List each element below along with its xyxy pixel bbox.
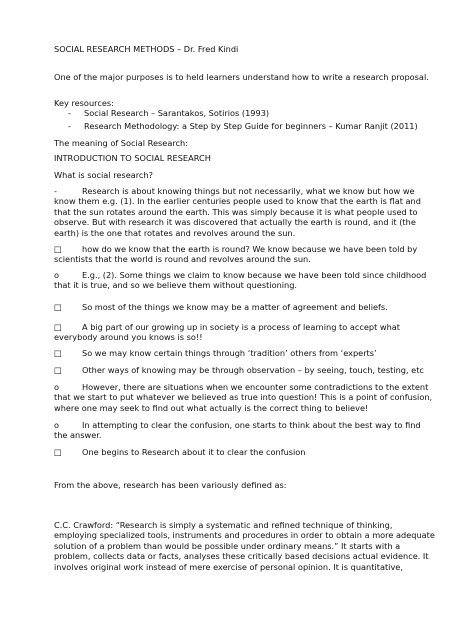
box-marker-icon: □ xyxy=(54,244,62,254)
list-item-text: So most of the things we know may be a matter of agreement and beliefs. xyxy=(82,302,388,312)
list-item-text: Research is about knowing things but not necessarily, what we know but how we know them e.g. (1). In the earlier centuries people used to know that the earth is flat and that the sun rotates around the earth. This was simply because it is what people used to observe. But with research it was discovered that actually the earth is round, and it (the earth) is the one that rotates and revolves around the sun. xyxy=(54,186,421,238)
what-is-question: What is social research? xyxy=(54,170,153,180)
resource-text: Social Research – Sarantakos, Sotirios (1993) xyxy=(84,108,270,118)
list-item-text: E.g., (2). Some things we claim to know because we have been told since childhood that it is true, and so we believe them without questioning. xyxy=(54,270,427,291)
list-item-text: One begins to Research about it to clear the confusion xyxy=(82,447,306,457)
list-item xyxy=(54,244,436,265)
box-marker-icon: □ xyxy=(54,322,62,332)
dash-marker: - xyxy=(54,186,57,196)
list-item xyxy=(54,302,436,312)
doc-title: SOCIAL RESEARCH METHODS – Dr. Fred Kindi xyxy=(54,44,239,54)
list-item-text: In attempting to clear the confusion, one starts to think about the best way to find the answer. xyxy=(54,420,421,441)
list-item-text: However, there are situations when we encounter some contradictions to the extent that we start to put whatever we believed as true into question! This is a point of confusion, where one may seek to find out what actually is the correct thing to believe! xyxy=(54,382,433,413)
list-item xyxy=(54,365,436,375)
list-item-text: So we may know certain things through ‘tradition’ others from ‘experts’ xyxy=(82,348,377,358)
intro-heading: INTRODUCTION TO SOCIAL RESEARCH xyxy=(54,153,211,163)
list-item xyxy=(54,322,436,343)
list-item xyxy=(54,382,436,413)
key-resources-label: Key resources: xyxy=(54,98,114,108)
intro-paragraph: One of the major purposes is to held learners understand how to write a research proposal. xyxy=(54,72,429,82)
list-item-text: Other ways of knowing may be through observation – by seeing, touch, testing, etc xyxy=(82,365,424,375)
from-above-paragraph: From the above, research has been variously defined as: xyxy=(54,480,287,490)
circle-marker-icon: o xyxy=(54,270,60,280)
box-marker-icon: □ xyxy=(54,302,62,312)
circle-marker-icon: o xyxy=(54,382,60,392)
resource-item xyxy=(68,108,448,121)
meaning-heading: The meaning of Social Research: xyxy=(54,138,188,148)
box-marker-icon: □ xyxy=(54,447,62,457)
list-item xyxy=(54,348,436,358)
resource-item xyxy=(68,121,448,134)
box-marker-icon: □ xyxy=(54,365,62,375)
resources-list xyxy=(68,108,448,133)
list-item xyxy=(54,270,436,291)
circle-marker-icon: o xyxy=(54,420,60,430)
list-item-text: A big part of our growing up in society is a process of learning to accept what everybody around you knows is so!! xyxy=(54,322,401,343)
list-item xyxy=(54,420,436,441)
resource-text: Research Methodology: a Step by Step Guide for beginners – Kumar Ranjit (2011) xyxy=(84,120,418,131)
box-marker-icon: □ xyxy=(54,348,62,358)
dash-marker: - xyxy=(68,108,71,118)
dash-marker: - xyxy=(68,120,71,131)
crawford-definition: C.C. Crawford: “Research is simply a systematic and refined technique of thinking, employing specialized tools, instruments and procedures in order to obtain a more adequate solution of a problem than would be possible under ordinary means.” It starts with a problem, collects data or facts, analyses these critically based decisions actual evidence. It involves original work instead of mere exercise of personal opinion. It is quantitative, xyxy=(54,520,435,572)
list-item-text: how do we know that the earth is round? We know because we have been told by scientists that the world is round and revolves around the sun. xyxy=(54,244,418,265)
list-item xyxy=(54,447,436,457)
list-item xyxy=(54,186,436,238)
